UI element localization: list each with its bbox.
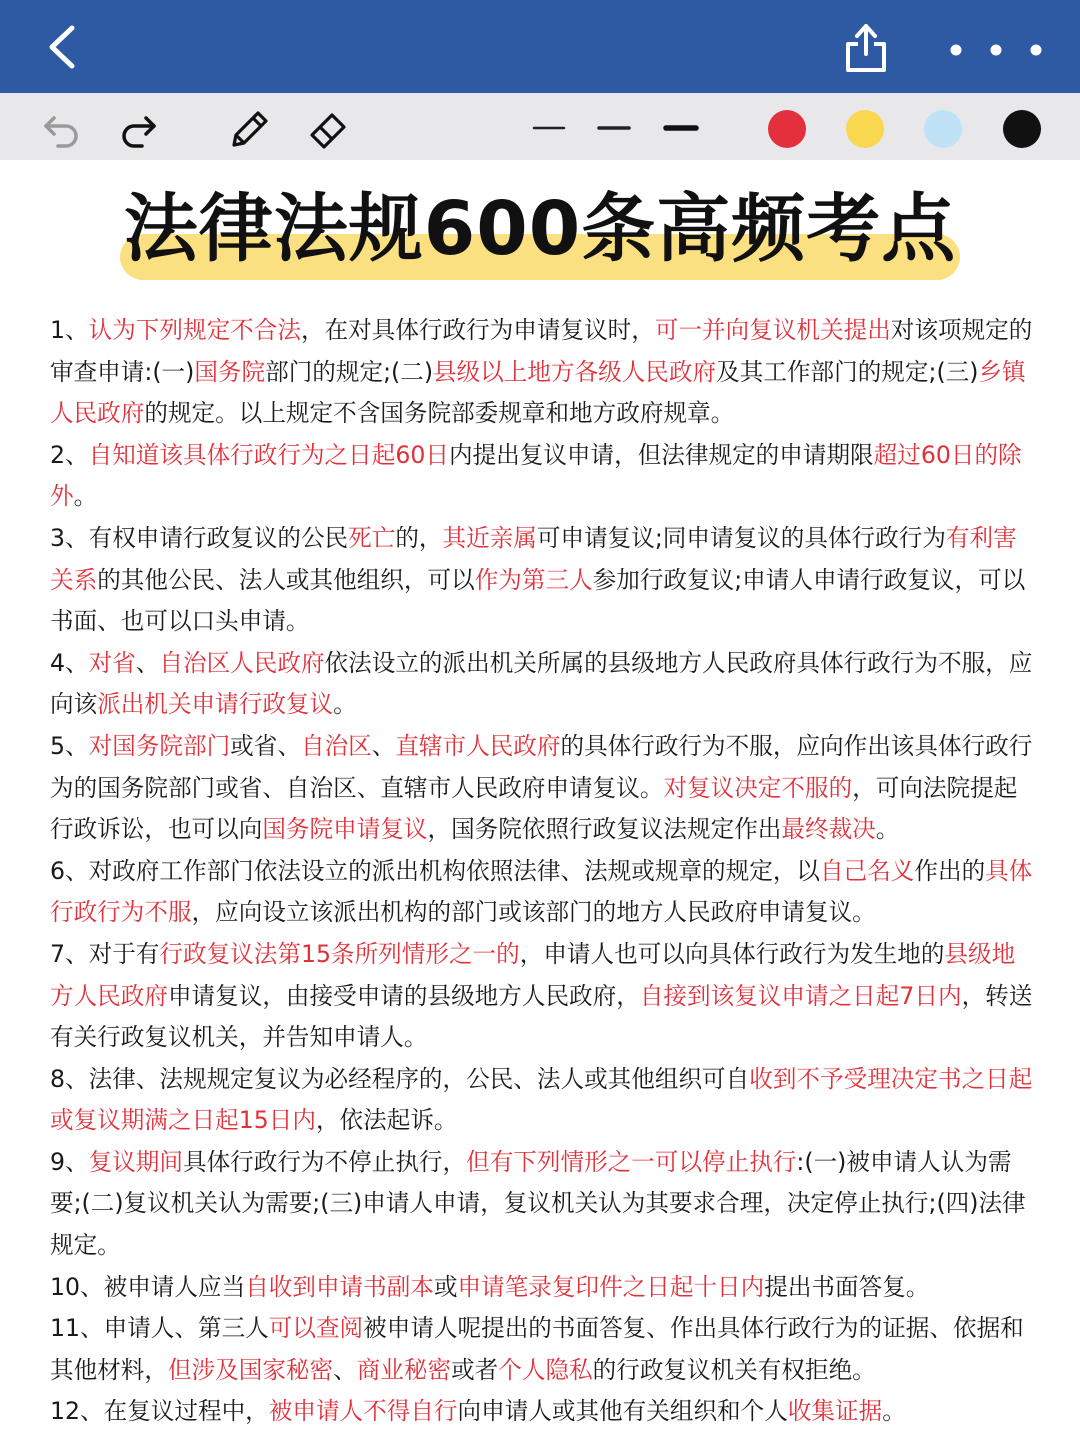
highlight-text: 自知道该具体行政行为之日起60日 <box>88 440 449 469</box>
body-text: 5、 <box>50 731 89 760</box>
list-item <box>50 1142 1035 1267</box>
highlight-text: 国务院 <box>194 357 266 386</box>
body-text: 的其他公民、法人或其他组织，可以 <box>97 565 475 594</box>
title-block <box>0 178 1080 298</box>
highlight-text: 有利害关系 <box>50 523 1017 594</box>
body-text: 或省、 <box>230 731 301 760</box>
list-item <box>50 851 1035 934</box>
highlight-text: 超过60日的除外 <box>50 440 1022 511</box>
body-text: 10、被申请人应当 <box>50 1272 246 1301</box>
body-text: 向申请人或其他有关组织和个人 <box>457 1397 788 1426</box>
body-text: 或 <box>433 1272 458 1301</box>
body-text: 6、对政府工作部门依法设立的派出机构依照法律、法规或规章的规定，以 <box>50 856 821 885</box>
body-text: 、 <box>371 731 396 760</box>
highlight-text: 个人隐私 <box>498 1355 593 1384</box>
highlight-text: 可以查阅 <box>268 1314 364 1343</box>
pencil-icon[interactable] <box>226 107 272 153</box>
highlight-text: 死亡 <box>348 523 396 552</box>
highlight-text: 对国务院部门 <box>88 731 231 760</box>
medium-stroke-icon[interactable] <box>596 118 632 138</box>
document-body <box>50 310 1035 1433</box>
body-text: 内提出复议申请，但法律规定的申请期限 <box>448 440 874 469</box>
body-text: ，可向法院提起行政诉讼，也可以向 <box>50 773 1018 844</box>
body-text: 7、对于有 <box>50 939 160 968</box>
body-text: :(一)被申请人认为需要;(二)复议机关认为需要;(三)申请人申请，复议机关认为其要求合理，决定停止执行;(四)法律规定。 <box>50 1147 1026 1260</box>
top-app-bar <box>0 0 1080 93</box>
body-text: 及其工作部门的规定;(三) <box>716 357 979 386</box>
body-text: 可申请复议;同申请复议的具体行政行为 <box>536 523 946 552</box>
list-item <box>50 1059 1035 1142</box>
highlight-text: 县级以上地方各级人民政府 <box>433 357 717 386</box>
body-text: ，在对具体行政行为申请复议时， <box>300 316 655 344</box>
red-color-swatch[interactable] <box>768 110 806 148</box>
body-text: 的具体行政行为不服，应向作出该具体行政行为的国务院部门或省、自治区、直辖市人民政府申请复议。 <box>50 731 1033 802</box>
highlight-text: 申请笔录复印件之日起十日内 <box>457 1272 765 1301</box>
body-text: 被申请人呢提出的书面答复、作出具体行政行为的证据、依据和其他材料， <box>50 1314 1024 1384</box>
body-text: 作出的 <box>914 856 986 885</box>
highlight-text: 直辖市人民政府 <box>395 731 561 760</box>
highlight-text: 收到不予受理决定书之日起或复议期满之日起15日内 <box>50 1064 1033 1135</box>
list-item <box>50 310 1035 435</box>
highlight-text: 认为下列规定不合法 <box>88 316 301 344</box>
body-text: 11、申请人、第三人 <box>50 1314 269 1343</box>
thin-stroke-icon[interactable] <box>532 118 566 138</box>
body-text: 、 <box>135 648 160 677</box>
highlight-text: 自己名义 <box>820 856 915 885</box>
body-text: 部门的规定;(二) <box>265 357 434 386</box>
more-options-icon[interactable] <box>944 38 1048 62</box>
body-text: 申请复议，由接受申请的县级地方人民政府， <box>167 981 640 1010</box>
share-icon[interactable] <box>842 22 890 74</box>
body-text: 3、有权申请行政复议的公民 <box>50 523 349 552</box>
black-color-swatch[interactable] <box>1003 110 1041 148</box>
highlight-text: 但涉及国家秘密 <box>167 1355 334 1384</box>
body-text: ，应向设立该派出机构的部门或该部门的地方人民政府申请复议。 <box>191 898 876 927</box>
body-text: 对该项规定的审查申请:(一) <box>50 316 1033 386</box>
body-text: 的， <box>395 523 443 552</box>
highlight-text: 可一并向复议机关提出 <box>654 316 891 344</box>
highlight-text: 最终裁决 <box>781 815 876 844</box>
body-text: 8、法律、法规规定复议为必经程序的，公民、法人或其他组织可自 <box>50 1064 750 1093</box>
highlight-text: 自收到申请书副本 <box>245 1272 434 1301</box>
eraser-icon[interactable] <box>306 107 352 153</box>
undo-icon[interactable] <box>42 110 82 150</box>
body-text: 9、 <box>50 1147 89 1176</box>
highlight-text: 作为第三人 <box>474 565 593 594</box>
body-text: ，申请人也可以向具体行政行为发生地的 <box>519 939 945 968</box>
highlight-text: 县级地方人民政府 <box>50 939 1016 1010</box>
highlight-text: 自治区人民政府 <box>159 648 325 677</box>
highlight-text: 复议期间 <box>88 1147 183 1176</box>
body-text: 的行政复议机关有权拒绝。 <box>592 1355 876 1384</box>
highlight-text: 但有下列情形之一可以停止执行 <box>466 1147 797 1176</box>
body-text: 4、 <box>50 648 89 677</box>
body-text: 提出书面答复。 <box>764 1272 930 1301</box>
light-blue-color-swatch[interactable] <box>924 110 962 148</box>
list-item <box>50 1308 1035 1391</box>
thick-stroke-icon[interactable] <box>662 118 700 138</box>
highlight-text: 商业秘密 <box>356 1355 452 1384</box>
body-text: 。 <box>73 482 98 511</box>
body-text: 12、在复议过程中， <box>50 1397 269 1426</box>
highlight-text: 行政复议法第15条所列情形之一的 <box>159 939 520 968</box>
body-text: 。 <box>882 1397 906 1426</box>
yellow-color-swatch[interactable] <box>846 110 884 148</box>
highlight-text: 被申请人不得自行 <box>268 1397 458 1426</box>
body-text: 2、 <box>50 440 89 469</box>
body-text: 1、 <box>50 316 89 344</box>
redo-icon[interactable] <box>118 110 158 150</box>
highlight-text: 自治区 <box>300 731 372 760</box>
highlight-text: 对复议决定不服的 <box>663 773 853 802</box>
body-text: 。 <box>875 815 900 844</box>
body-text: 或者 <box>451 1355 499 1384</box>
highlight-text: 派出机关申请行政复议 <box>97 690 334 719</box>
highlight-text: 收集证据 <box>787 1397 883 1426</box>
highlight-text: 其近亲属 <box>442 523 537 552</box>
body-text: ，转送有关行政复议机关，并告知申请人。 <box>50 981 1033 1052</box>
body-text: 参加行政复议;申请人申请行政复议，可以书面、也可以口头申请。 <box>50 565 1026 636</box>
body-text: ，国务院依照行政复议法规定作出 <box>427 815 782 844</box>
list-item <box>50 518 1035 643</box>
body-text: 、 <box>333 1355 357 1384</box>
body-text: 具体行政行为不停止执行， <box>182 1147 467 1176</box>
list-item <box>50 643 1035 726</box>
list-item <box>50 726 1035 851</box>
list-item <box>50 1267 1035 1309</box>
highlight-text: 乡镇人民政府 <box>50 357 1026 428</box>
highlight-text: 具体行政行为不服 <box>50 856 1033 927</box>
body-text: 。 <box>333 690 357 719</box>
body-text: 的规定。以上规定不含国务院部委规章和地方政府规章。 <box>144 399 735 428</box>
page-title: 法律法规600条高频考点 <box>123 186 957 272</box>
list-item <box>50 934 1035 1059</box>
highlight-text: 国务院申请复议 <box>262 815 428 844</box>
list-item <box>50 435 1035 518</box>
body-text: 依法设立的派出机关所属的县级地方人民政府具体行政行为不服，应向该 <box>50 648 1033 719</box>
highlight-text: 对省 <box>88 648 136 677</box>
back-arrow-icon[interactable] <box>40 24 84 70</box>
body-text: ，依法起诉。 <box>315 1106 458 1135</box>
highlight-text: 自接到该复议申请之日起7日内 <box>639 981 962 1010</box>
list-item <box>50 1391 1035 1433</box>
